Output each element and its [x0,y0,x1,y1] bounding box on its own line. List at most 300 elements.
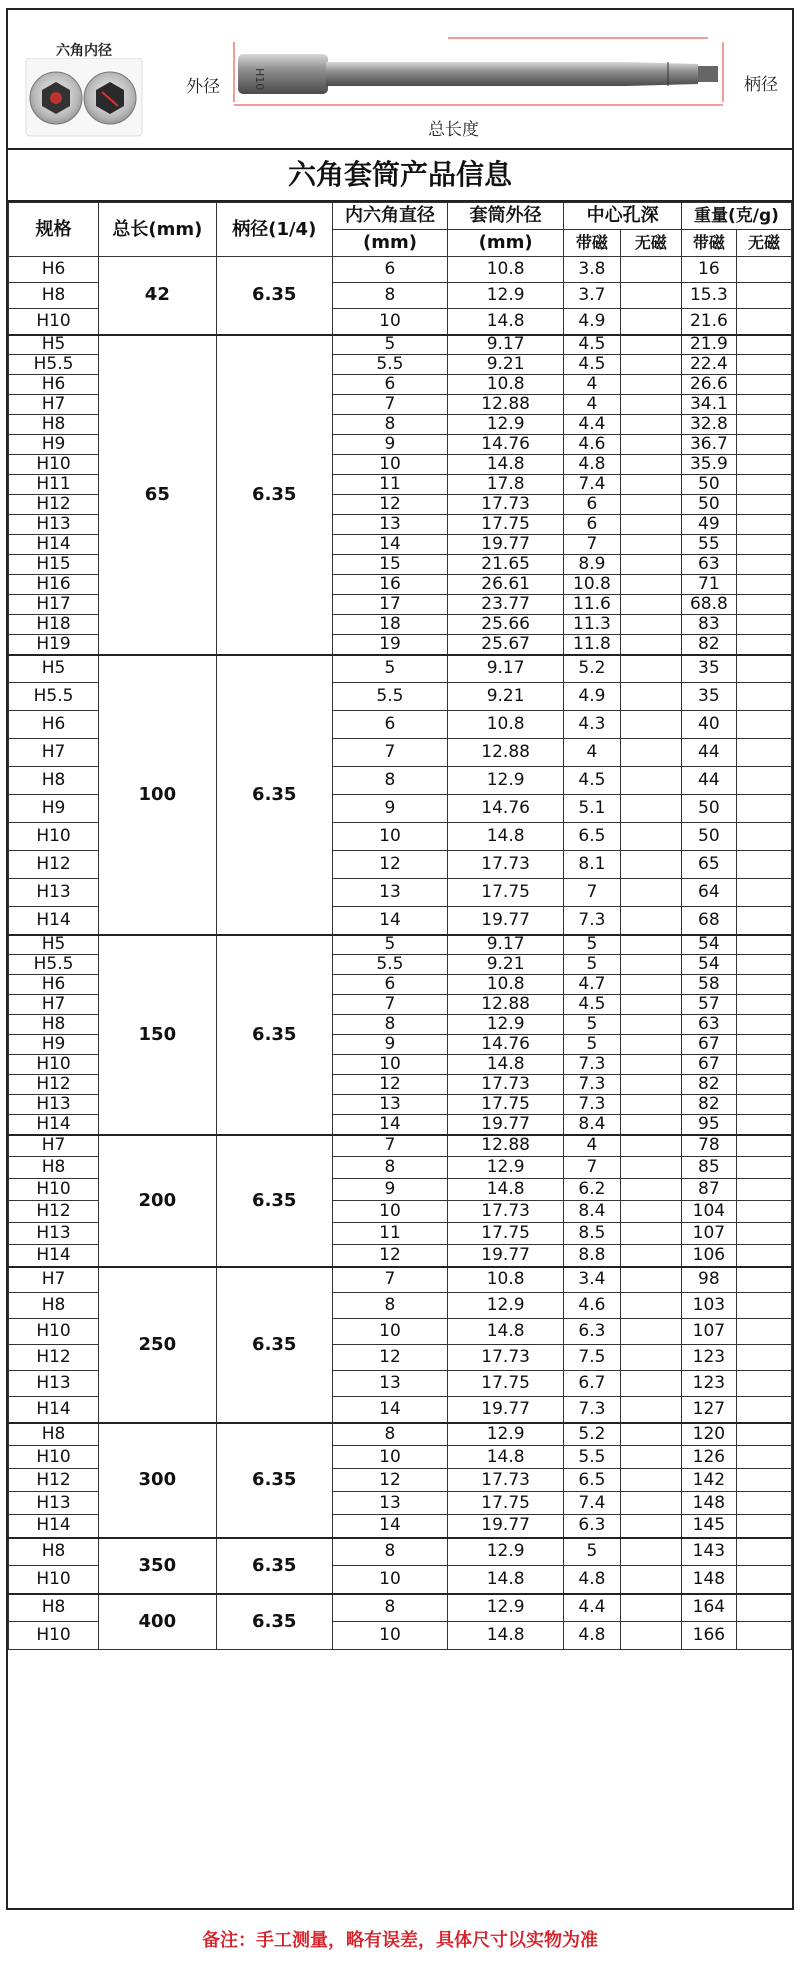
cell-hex-inner: 9 [332,795,447,823]
cell-outer-diameter: 17.75 [447,1492,563,1515]
cell-hole-depth-non-magnetic [620,1345,681,1371]
cell-outer-diameter: 12.88 [447,1135,563,1157]
cell-spec: H10 [9,455,99,475]
cell-weight-magnetic: 98 [681,1267,736,1293]
cell-hex-inner: 9 [332,1035,447,1055]
cell-weight-non-magnetic [736,535,791,555]
cell-outer-diameter: 17.73 [447,1201,563,1223]
cell-hole-depth-non-magnetic [620,1179,681,1201]
cell-spec: H10 [9,1622,99,1650]
cell-outer-diameter: 12.88 [447,395,563,415]
cell-hole-depth-magnetic: 8.4 [564,1115,620,1135]
cell-shank: 6.35 [216,257,332,335]
cell-hex-inner: 5 [332,935,447,955]
cell-hole-depth-magnetic: 5.1 [564,795,620,823]
cell-hole-depth-non-magnetic [620,1293,681,1319]
col-total-length: 总长(mm) [99,203,217,257]
cell-hex-inner: 8 [332,1157,447,1179]
cell-outer-diameter: 17.75 [447,515,563,535]
cell-weight-magnetic: 82 [681,635,736,655]
cell-hole-depth-non-magnetic [620,767,681,795]
cell-weight-non-magnetic [736,879,791,907]
cell-weight-magnetic: 104 [681,1201,736,1223]
cell-hole-depth-non-magnetic [620,335,681,355]
cell-weight-magnetic: 106 [681,1245,736,1267]
cell-outer-diameter: 17.73 [447,851,563,879]
cell-outer-diameter: 9.21 [447,683,563,711]
cell-hex-inner: 14 [332,535,447,555]
cell-outer-diameter: 19.77 [447,907,563,935]
cell-weight-magnetic: 126 [681,1446,736,1469]
cell-hex-inner: 8 [332,415,447,435]
cell-weight-non-magnetic [736,711,791,739]
cell-hole-depth-non-magnetic [620,375,681,395]
cell-weight-non-magnetic [736,1423,791,1446]
cell-hex-inner: 5.5 [332,355,447,375]
cell-spec: H13 [9,1371,99,1397]
cell-total-length: 200 [99,1135,217,1267]
cell-outer-diameter: 25.67 [447,635,563,655]
cell-hole-depth-magnetic: 6.5 [564,823,620,851]
cell-hole-depth-non-magnetic [620,683,681,711]
cell-spec: H10 [9,823,99,851]
cell-weight-magnetic: 123 [681,1371,736,1397]
cell-hex-inner: 14 [332,1115,447,1135]
cell-weight-non-magnetic [736,1157,791,1179]
cell-hole-depth-magnetic: 4.5 [564,355,620,375]
cell-hole-depth-non-magnetic [620,1095,681,1115]
cell-weight-magnetic: 103 [681,1293,736,1319]
cell-outer-diameter: 9.21 [447,955,563,975]
cell-hole-depth-magnetic: 5.2 [564,1423,620,1446]
cell-hole-depth-non-magnetic [620,595,681,615]
cell-hex-inner: 12 [332,1075,447,1095]
cell-hex-inner: 17 [332,595,447,615]
cell-hole-depth-magnetic: 6 [564,495,620,515]
cell-weight-non-magnetic [736,1566,791,1594]
cell-hole-depth-non-magnetic [620,1319,681,1345]
cell-hole-depth-non-magnetic [620,1201,681,1223]
cell-hole-depth-magnetic: 4.9 [564,309,620,335]
cell-hex-inner: 13 [332,1095,447,1115]
table-row [9,257,792,283]
cell-spec: H19 [9,635,99,655]
cell-spec: H8 [9,1423,99,1446]
cell-weight-non-magnetic [736,1622,791,1650]
cell-hex-inner: 10 [332,309,447,335]
cell-hex-inner: 8 [332,1293,447,1319]
cell-weight-non-magnetic [736,1095,791,1115]
cell-hex-inner: 13 [332,515,447,535]
cell-total-length: 150 [99,935,217,1135]
cell-weight-magnetic: 78 [681,1135,736,1157]
cell-hex-inner: 7 [332,1267,447,1293]
cell-hole-depth-magnetic: 8.8 [564,1245,620,1267]
cell-weight-magnetic: 166 [681,1622,736,1650]
cell-hole-depth-non-magnetic [620,1446,681,1469]
cell-spec: H7 [9,1267,99,1293]
cell-hole-depth-non-magnetic [620,455,681,475]
cell-hex-inner: 16 [332,575,447,595]
cell-weight-non-magnetic [736,907,791,935]
cell-outer-diameter: 10.8 [447,1267,563,1293]
cell-hole-depth-non-magnetic [620,1397,681,1423]
cell-weight-non-magnetic [736,975,791,995]
cell-hex-inner: 8 [332,767,447,795]
spec-table [8,202,792,1650]
cell-outer-diameter: 12.9 [447,415,563,435]
col-weight-magnetic: 带磁 [681,230,736,257]
cell-hole-depth-magnetic: 4 [564,1135,620,1157]
cell-total-length: 42 [99,257,217,335]
cell-weight-non-magnetic [736,655,791,683]
cell-outer-diameter: 9.17 [447,655,563,683]
cell-weight-non-magnetic [736,823,791,851]
cell-hex-inner: 10 [332,1319,447,1345]
cell-outer-diameter: 12.9 [447,1157,563,1179]
cell-hole-depth-non-magnetic [620,555,681,575]
cell-shank: 6.35 [216,1267,332,1423]
cell-hole-depth-magnetic: 8.1 [564,851,620,879]
cell-spec: H6 [9,375,99,395]
cell-spec: H8 [9,767,99,795]
cell-hole-depth-magnetic: 6.2 [564,1179,620,1201]
cell-hole-depth-magnetic: 4.9 [564,683,620,711]
cell-weight-non-magnetic [736,935,791,955]
cell-spec: H9 [9,1035,99,1055]
cell-shank: 6.35 [216,1135,332,1267]
cell-hole-depth-magnetic: 8.9 [564,555,620,575]
cell-outer-diameter: 17.73 [447,495,563,515]
cell-hole-depth-non-magnetic [620,1469,681,1492]
cell-hole-depth-magnetic: 4.3 [564,711,620,739]
cell-total-length: 400 [99,1594,217,1650]
cell-hex-inner: 14 [332,1515,447,1538]
page-title: 六角套筒产品信息 [8,150,792,202]
cell-hole-depth-non-magnetic [620,415,681,435]
cell-weight-magnetic: 67 [681,1055,736,1075]
cell-outer-diameter: 17.75 [447,1223,563,1245]
cell-weight-non-magnetic [736,575,791,595]
cell-weight-magnetic: 148 [681,1492,736,1515]
cell-weight-non-magnetic [736,1515,791,1538]
cell-weight-non-magnetic [736,851,791,879]
cell-weight-magnetic: 34.1 [681,395,736,415]
col-outer: 套筒外径 [447,203,563,230]
cell-hole-depth-magnetic: 4.6 [564,1293,620,1319]
cell-hole-depth-non-magnetic [620,995,681,1015]
cell-outer-diameter: 17.75 [447,1095,563,1115]
cell-outer-diameter: 21.65 [447,555,563,575]
cell-hex-inner: 19 [332,635,447,655]
cell-outer-diameter: 19.77 [447,1397,563,1423]
cell-hole-depth-magnetic: 11.8 [564,635,620,655]
table-row [9,935,792,955]
cell-weight-non-magnetic [736,415,791,435]
cell-weight-magnetic: 142 [681,1469,736,1492]
cell-hole-depth-non-magnetic [620,823,681,851]
cell-weight-magnetic: 127 [681,1397,736,1423]
cell-hex-inner: 9 [332,435,447,455]
cell-hole-depth-non-magnetic [620,1267,681,1293]
cell-hex-inner: 10 [332,1622,447,1650]
col-outer-unit: (mm) [447,230,563,257]
cell-outer-diameter: 12.9 [447,1293,563,1319]
spec-sheet-frame [6,8,794,1910]
cell-hex-inner: 7 [332,1135,447,1157]
cell-weight-non-magnetic [736,635,791,655]
outer-diameter-label: 外径 [186,77,220,97]
socket-end-view-illustration [24,58,144,138]
cell-hole-depth-magnetic: 4.5 [564,767,620,795]
cell-shank: 6.35 [216,1423,332,1538]
cell-weight-non-magnetic [736,1075,791,1095]
cell-hole-depth-non-magnetic [620,1566,681,1594]
cell-spec: H17 [9,595,99,615]
cell-weight-non-magnetic [736,435,791,455]
cell-spec: H5.5 [9,955,99,975]
cell-weight-magnetic: 71 [681,575,736,595]
cell-spec: H14 [9,1115,99,1135]
cell-hole-depth-magnetic: 7 [564,1157,620,1179]
cell-weight-non-magnetic [736,335,791,355]
cell-spec: H8 [9,1293,99,1319]
cell-outer-diameter: 10.8 [447,375,563,395]
cell-hole-depth-magnetic: 7 [564,535,620,555]
cell-hex-inner: 12 [332,1345,447,1371]
cell-outer-diameter: 10.8 [447,711,563,739]
col-weight: 重量(克/g) [681,203,791,230]
cell-hole-depth-non-magnetic [620,1371,681,1397]
cell-spec: H14 [9,1245,99,1267]
cell-outer-diameter: 19.77 [447,1515,563,1538]
col-hex-inner-unit: (mm) [332,230,447,257]
cell-hole-depth-non-magnetic [620,1594,681,1622]
cell-weight-non-magnetic [736,767,791,795]
cell-weight-non-magnetic [736,615,791,635]
cell-hole-depth-magnetic: 4.5 [564,335,620,355]
cell-spec: H12 [9,495,99,515]
cell-hex-inner: 18 [332,615,447,635]
cell-outer-diameter: 14.8 [447,1179,563,1201]
cell-total-length: 250 [99,1267,217,1423]
cell-hole-depth-magnetic: 6.3 [564,1515,620,1538]
cell-hole-depth-non-magnetic [620,879,681,907]
cell-hole-depth-non-magnetic [620,283,681,309]
cell-hole-depth-non-magnetic [620,907,681,935]
cell-hex-inner: 5.5 [332,955,447,975]
cell-hole-depth-non-magnetic [620,395,681,415]
cell-hole-depth-magnetic: 11.6 [564,595,620,615]
cell-outer-diameter: 17.73 [447,1345,563,1371]
cell-spec: H8 [9,1538,99,1566]
cell-hex-inner: 10 [332,1566,447,1594]
cell-spec: H18 [9,615,99,635]
cell-outer-diameter: 14.76 [447,795,563,823]
cell-hex-inner: 8 [332,1538,447,1566]
cell-hex-inner: 10 [332,1055,447,1075]
table-row [9,1267,792,1293]
cell-spec: H5 [9,335,99,355]
cell-hole-depth-magnetic: 6.3 [564,1319,620,1345]
cell-spec: H14 [9,907,99,935]
cell-weight-non-magnetic [736,1345,791,1371]
cell-hex-inner: 10 [332,1446,447,1469]
cell-weight-magnetic: 120 [681,1423,736,1446]
cell-outer-diameter: 23.77 [447,595,563,615]
cell-spec: H10 [9,309,99,335]
cell-weight-magnetic: 54 [681,935,736,955]
cell-outer-diameter: 10.8 [447,975,563,995]
cell-hex-inner: 13 [332,1492,447,1515]
cell-spec: H14 [9,1515,99,1538]
cell-weight-non-magnetic [736,355,791,375]
cell-spec: H12 [9,1201,99,1223]
cell-hole-depth-non-magnetic [620,739,681,767]
cell-hex-inner: 14 [332,1397,447,1423]
shaft-mark: H10 [253,68,266,91]
cell-spec: H8 [9,1594,99,1622]
cell-total-length: 350 [99,1538,217,1594]
cell-hex-inner: 10 [332,1201,447,1223]
cell-hole-depth-magnetic: 4.8 [564,1566,620,1594]
cell-weight-magnetic: 44 [681,767,736,795]
cell-hole-depth-non-magnetic [620,655,681,683]
col-shank: 柄径(1/4) [216,203,332,257]
cell-weight-magnetic: 164 [681,1594,736,1622]
cell-weight-non-magnetic [736,455,791,475]
cell-hole-depth-non-magnetic [620,795,681,823]
cell-spec: H5 [9,935,99,955]
cell-weight-non-magnetic [736,283,791,309]
cell-weight-magnetic: 82 [681,1095,736,1115]
col-hex-inner: 内六角直径 [332,203,447,230]
cell-weight-non-magnetic [736,1245,791,1267]
cell-hex-inner: 5 [332,335,447,355]
cell-hole-depth-non-magnetic [620,309,681,335]
cell-hole-depth-non-magnetic [620,1492,681,1515]
cell-spec: H13 [9,515,99,535]
cell-hex-inner: 11 [332,1223,447,1245]
cell-hole-depth-non-magnetic [620,975,681,995]
cell-spec: H8 [9,415,99,435]
cell-hole-depth-magnetic: 3.7 [564,283,620,309]
cell-spec: H10 [9,1566,99,1594]
cell-hole-depth-magnetic: 4 [564,395,620,415]
cell-spec: H9 [9,435,99,455]
cell-outer-diameter: 12.9 [447,1538,563,1566]
cell-weight-magnetic: 63 [681,555,736,575]
cell-weight-magnetic: 67 [681,1035,736,1055]
cell-hole-depth-magnetic: 5 [564,1035,620,1055]
cell-hex-inner: 10 [332,455,447,475]
cell-hole-depth-magnetic: 4.6 [564,435,620,455]
cell-hex-inner: 5 [332,655,447,683]
cell-weight-non-magnetic [736,555,791,575]
cell-spec: H14 [9,535,99,555]
product-diagram-header [8,10,792,150]
cell-weight-magnetic: 63 [681,1015,736,1035]
cell-outer-diameter: 12.88 [447,739,563,767]
cell-hole-depth-non-magnetic [620,475,681,495]
cell-hole-depth-magnetic: 11.3 [564,615,620,635]
cell-hole-depth-magnetic: 5 [564,955,620,975]
cell-hole-depth-non-magnetic [620,1538,681,1566]
cell-outer-diameter: 12.9 [447,767,563,795]
cell-weight-magnetic: 50 [681,475,736,495]
cell-spec: H15 [9,555,99,575]
cell-hole-depth-magnetic: 10.8 [564,575,620,595]
cell-hole-depth-magnetic: 7.5 [564,1345,620,1371]
cell-weight-non-magnetic [736,1469,791,1492]
cell-hex-inner: 13 [332,879,447,907]
cell-hole-depth-magnetic: 4 [564,375,620,395]
table-row [9,1594,792,1622]
cell-hex-inner: 9 [332,1179,447,1201]
cell-outer-diameter: 12.9 [447,1423,563,1446]
cell-spec: H7 [9,395,99,415]
cell-spec: H14 [9,1397,99,1423]
cell-spec: H5 [9,655,99,683]
cell-hole-depth-non-magnetic [620,1075,681,1095]
cell-outer-diameter: 19.77 [447,535,563,555]
socket-side-view-illustration [228,32,738,112]
cell-weight-non-magnetic [736,475,791,495]
cell-spec: H6 [9,257,99,283]
cell-outer-diameter: 17.73 [447,1469,563,1492]
cell-hex-inner: 7 [332,739,447,767]
cell-hole-depth-non-magnetic [620,515,681,535]
cell-shank: 6.35 [216,1538,332,1594]
shank-label: 柄径 [744,75,778,95]
cell-weight-magnetic: 143 [681,1538,736,1566]
col-weight-non-magnetic: 无磁 [736,230,791,257]
cell-outer-diameter: 9.17 [447,935,563,955]
cell-spec: H6 [9,975,99,995]
cell-outer-diameter: 12.9 [447,1594,563,1622]
cell-weight-non-magnetic [736,955,791,975]
cell-hole-depth-non-magnetic [620,257,681,283]
cell-weight-magnetic: 54 [681,955,736,975]
cell-hole-depth-non-magnetic [620,955,681,975]
cell-hole-depth-magnetic: 7 [564,879,620,907]
cell-weight-non-magnetic [736,1397,791,1423]
cell-hole-depth-non-magnetic [620,635,681,655]
cell-hole-depth-non-magnetic [620,1115,681,1135]
cell-hole-depth-non-magnetic [620,1035,681,1055]
cell-weight-magnetic: 64 [681,879,736,907]
cell-hole-depth-magnetic: 6.5 [564,1469,620,1492]
cell-weight-non-magnetic [736,1015,791,1035]
cell-weight-magnetic: 65 [681,851,736,879]
cell-weight-non-magnetic [736,1492,791,1515]
cell-hole-depth-non-magnetic [620,1423,681,1446]
cell-weight-non-magnetic [736,1135,791,1157]
cell-hole-depth-non-magnetic [620,1157,681,1179]
cell-hole-depth-magnetic: 4.5 [564,995,620,1015]
cell-outer-diameter: 10.8 [447,257,563,283]
cell-hole-depth-magnetic: 7.3 [564,907,620,935]
cell-total-length: 65 [99,335,217,655]
cell-weight-magnetic: 50 [681,823,736,851]
cell-outer-diameter: 12.9 [447,1015,563,1035]
cell-spec: H12 [9,1075,99,1095]
cell-weight-magnetic: 68 [681,907,736,935]
cell-weight-non-magnetic [736,1035,791,1055]
cell-outer-diameter: 14.8 [447,1055,563,1075]
cell-weight-magnetic: 57 [681,995,736,1015]
cell-outer-diameter: 14.8 [447,309,563,335]
